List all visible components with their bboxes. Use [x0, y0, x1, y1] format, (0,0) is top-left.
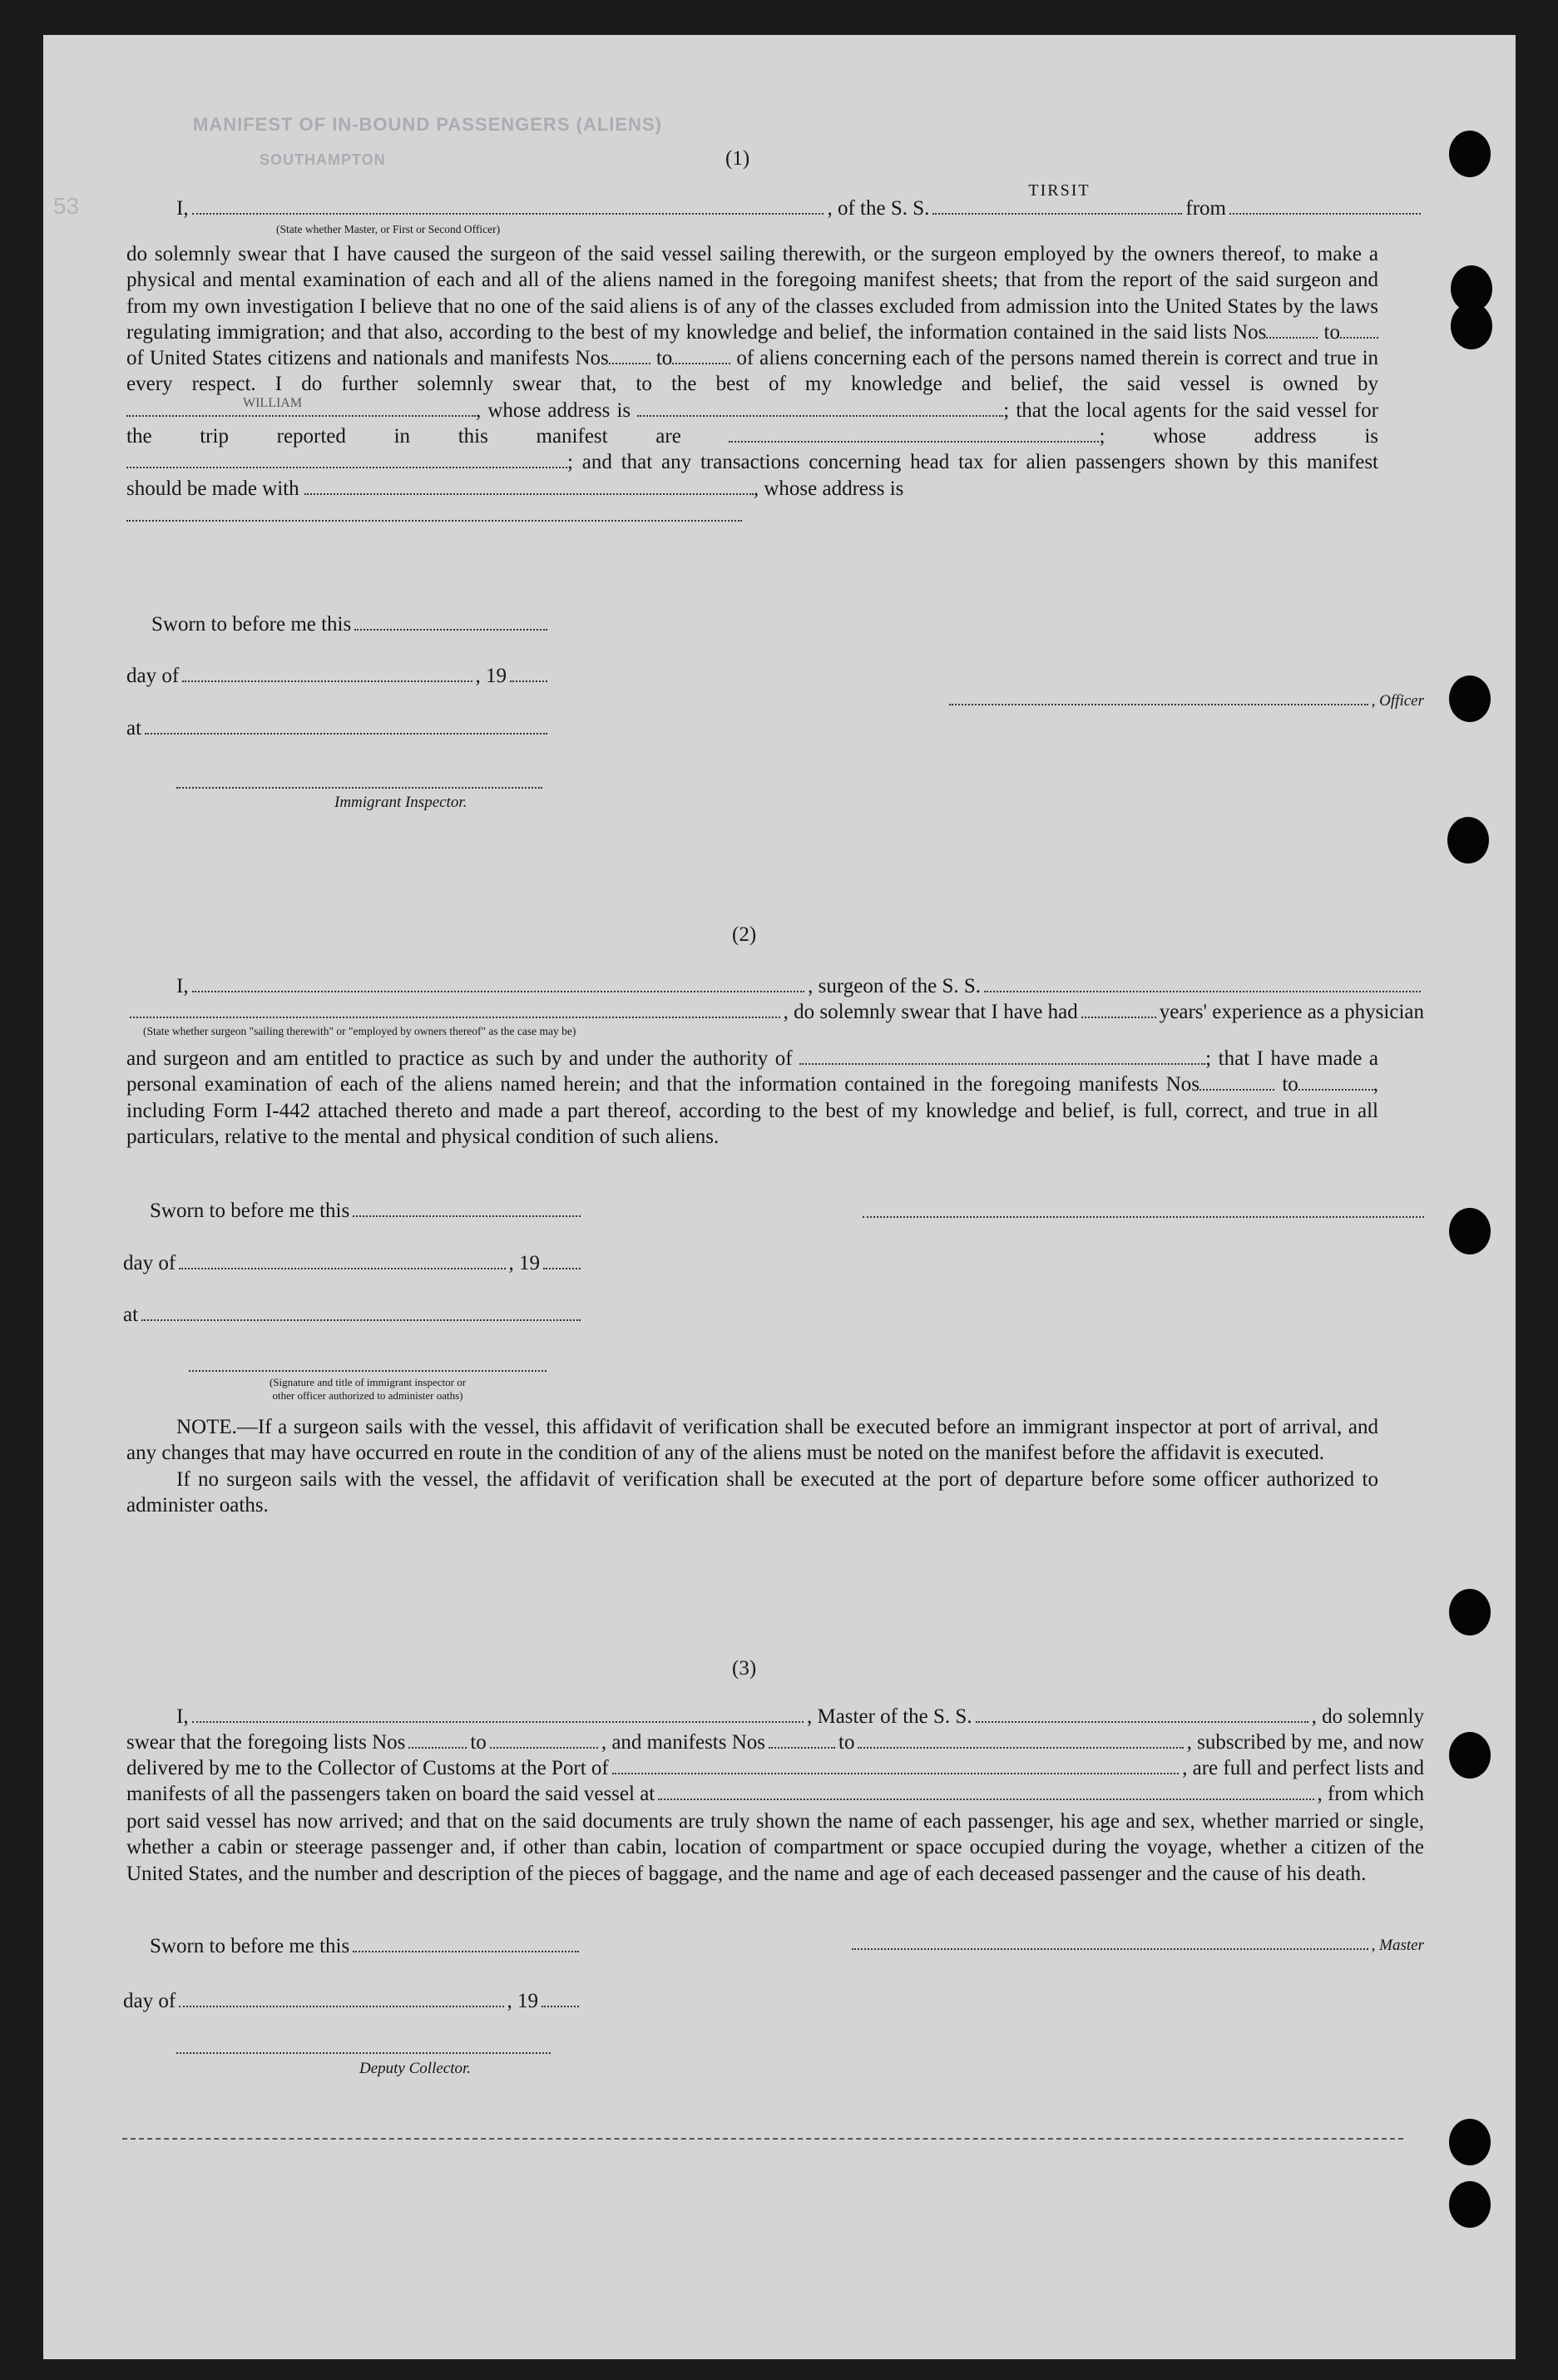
text: Sworn to before me this — [151, 613, 352, 636]
at-line-2 — [123, 1304, 584, 1327]
text: years' experience as a physician — [1159, 1001, 1424, 1023]
bleed-through-port: SOUTHAMPTON — [260, 151, 386, 168]
note-paragraph-1 — [126, 1414, 1378, 1467]
section-3-paragraph: port said vessel has now arrived; and that on the said documents are truly shown the name of each passenger, his age and sex, whether married or single, whether a cabin or steerage passenger and, if other than cabin, location of compartment or space occupied during the voyage, whether a citizen of the United States, and the number and description of the pieces of baggage, and the name and age of each deceased passenger and the cause of his death. — [126, 1810, 1424, 1885]
surgeon-manifests-to-field[interactable] — [1298, 1076, 1373, 1091]
text: —If a surgeon sails with the vessel, this affidavit of verification shall be executed before an immigrant inspector at port of arrival, and any changes that may have occurred en route in the condition of any of the aliens must be noted on the manifest before the affidavit is executed. — [126, 1416, 1378, 1465]
text: Sworn to before me this — [150, 1935, 350, 1957]
text: day of — [126, 665, 180, 687]
section-1-paragraph: do solemnly swear that I have caused the surgeon of the said vessel sailing therewith, or the surgeon employed by the owners thereof, to make a physical and mental examination of each and all of the aliens named in the foregoing manifest sheets; that from the report of the said surgeon and from my own investigation I believe that no one of the said aliens is of any of the classes excluded from admission into the United States by the laws regulating immigration; and that also, according to the best of my knowledge and belief, the information contained in the said lists Nos to of United States citizens and nationals and manifests Nos to of aliens concerning each of the persons named therein is correct and true in every respect. I do further solemnly swear that, to the best of my knowledge and belief, the said vessel is owned by WILLIAM , whose address is ; that the local agents for the said vessel for the trip reported in this manifest are ; whose address is ; and that any transactions concerning head tax for alien passengers shown by this manifest should be made with , whose address is — [126, 243, 1379, 500]
inspector-signature-line[interactable] — [176, 787, 542, 789]
deputy-collector-label: Deputy Collector. — [359, 2060, 472, 2077]
text: , Master of the S. S. — [806, 1705, 972, 1728]
text: to — [1323, 320, 1340, 344]
at-place-field[interactable] — [145, 720, 547, 735]
section-2-paragraph: and surgeon and am entitled to practice as such by and under the authority of ; that I have made a personal examination of each of the aliens named herein; and that the information contained in the foregoing manifests Nos to , including Form I-442 attached thereto and made a part thereof, according to the best of my knowledge and belief, is full, correct, and true in all particulars, relative to the mental and physical condition of such aliens. — [126, 1047, 1379, 1148]
immigrant-inspector-label: Immigrant Inspector. — [334, 794, 467, 811]
bottom-rule — [122, 2138, 1403, 2140]
sworn-date-field[interactable] — [354, 616, 547, 631]
text: I, — [176, 197, 189, 220]
master-vessel-field[interactable] — [976, 1708, 1308, 1723]
manifests-to-field[interactable] — [672, 349, 730, 364]
section-2-heading: (2) — [732, 923, 757, 946]
section-3-line-3 — [126, 1757, 1424, 1780]
text: , 19 — [475, 665, 507, 687]
text: swear that the foregoing lists Nos — [126, 1731, 406, 1754]
at-place-field[interactable] — [141, 1306, 581, 1321]
section-3-heading: (3) — [732, 1657, 757, 1680]
lists-to-field[interactable] — [490, 1734, 598, 1749]
bleed-through-header: MANIFEST OF IN-BOUND PASSENGERS (ALIENS) — [193, 114, 662, 135]
text: from — [1185, 197, 1226, 220]
section-3-line-2 — [126, 1731, 1424, 1754]
officer-signature — [946, 690, 1424, 710]
text: other officer authorized to administer oaths) — [272, 1389, 463, 1402]
vessel-name-value: TIRSIT — [1028, 181, 1091, 200]
section-1-heading: (1) — [725, 147, 750, 170]
text: , do solemnly — [1311, 1705, 1424, 1728]
text: Sworn to before me this — [150, 1200, 350, 1222]
section-3-line-1 — [176, 1705, 1424, 1729]
punch-hole — [1449, 131, 1491, 177]
sworn-line-3 — [150, 1935, 582, 1958]
sworn-line-1 — [151, 613, 551, 636]
text: I, — [176, 975, 189, 997]
text: that I have made a personal examination of each of the aliens named herein; and that the information contained in the foregoing manifests Nos — [126, 1047, 1379, 1096]
document-page — [43, 35, 1516, 2359]
day-of-month-field[interactable] — [179, 1254, 505, 1269]
margin-number: 53 — [53, 193, 80, 219]
text: to — [1282, 1073, 1298, 1096]
punch-hole — [1451, 303, 1492, 349]
manifests-from-field[interactable] — [769, 1734, 835, 1749]
port-field[interactable] — [612, 1759, 1179, 1774]
text: , 19 — [508, 1252, 540, 1274]
section-1-body — [126, 241, 1378, 522]
head-tax-address-field[interactable] — [126, 507, 742, 522]
master-signature — [848, 1935, 1424, 1955]
vessel-name-field[interactable] — [932, 181, 1182, 215]
master-signature-field[interactable] — [852, 1935, 1368, 1950]
day-of-line-2 — [123, 1252, 584, 1275]
punch-hole — [1449, 2181, 1491, 2228]
manifests-from-field[interactable] — [609, 349, 650, 364]
officer-label: , Officer — [1371, 692, 1424, 710]
lists-to-field[interactable] — [1340, 324, 1378, 339]
owner-value: WILLIAM — [243, 395, 303, 410]
surgeon-status-field[interactable] — [130, 1003, 780, 1018]
note-paragraph-2 — [126, 1467, 1378, 1519]
text: to — [655, 347, 673, 370]
local-agents-field[interactable] — [729, 428, 1099, 443]
text: If no surgeon sails with the vessel, the affidavit of verification shall be executed at the port of departure before some officer authorized to administer oaths. — [126, 1467, 1378, 1517]
surgeon-vessel-field[interactable] — [984, 977, 1421, 992]
head-tax-contact-field[interactable] — [304, 480, 754, 495]
sworn-date-field[interactable] — [353, 1937, 579, 1952]
text: , and manifests Nos — [601, 1731, 766, 1754]
year-field[interactable] — [510, 667, 547, 682]
text: whose address is — [1153, 425, 1379, 448]
owner-field[interactable] — [126, 395, 476, 417]
text: delivered by me to the Collector of Customs at the Port of — [126, 1757, 609, 1779]
text: , whose address is — [753, 477, 904, 500]
sworn-date-field[interactable] — [353, 1202, 581, 1217]
master-name-field[interactable] — [192, 1708, 804, 1723]
section-3-line-4 — [126, 1783, 1424, 1806]
punch-hole — [1449, 1589, 1491, 1635]
master-name-field[interactable] — [192, 200, 824, 215]
authority-field[interactable] — [799, 1050, 1205, 1065]
section-2-body — [126, 1046, 1378, 1150]
state-note: (State whether Master, or First or Second Officer) — [276, 223, 501, 235]
year-field[interactable] — [543, 1254, 581, 1269]
text: , of the S. S. — [827, 197, 930, 220]
officer-signature-field[interactable] — [949, 690, 1368, 705]
punch-hole — [1449, 2119, 1491, 2165]
year-field[interactable] — [542, 1992, 579, 2007]
text: of United States citizens and nationals and manifests Nos — [126, 347, 609, 370]
surgeon-signature-line[interactable] — [863, 1216, 1424, 1218]
text: I, — [176, 1705, 189, 1728]
text: , subscribed by me, and now — [1186, 1731, 1424, 1754]
text: , do solemnly swear that I have had — [783, 1001, 1078, 1023]
text: and surgeon and am entitled to practice as such by and under the authority of — [126, 1047, 793, 1070]
section-2-line-1 — [176, 975, 1424, 998]
surgeon-manifests-from-field[interactable] — [1199, 1076, 1274, 1091]
section-2-line-2 — [126, 1001, 1424, 1024]
text: , including Form I-442 attached thereto and made a part thereof, according to the best of my knowledge and belief, is full, correct, and true in all particulars, relative to the mental and physical condition of such aliens. — [126, 1073, 1379, 1148]
text: , whose address is — [476, 398, 631, 422]
text: manifests of all the passengers taken on board the said vessel at — [126, 1783, 655, 1805]
note-block — [126, 1414, 1378, 1518]
collector-signature-line[interactable] — [176, 2052, 551, 2054]
day-of-line-1 — [126, 665, 551, 688]
boarding-port-field[interactable] — [658, 1785, 1313, 1800]
text: (Signature and title of immigrant inspector or — [269, 1376, 467, 1388]
surgeon-state-note: (State whether surgeon "sailing therewith" or "employed by owners thereof" as the case may be) — [143, 1025, 576, 1037]
text: that the local agents for the said vessel for the trip reported in this manifest are — [126, 398, 1378, 448]
punch-hole — [1449, 1208, 1491, 1254]
lists-from-field[interactable] — [1266, 324, 1318, 339]
punch-hole — [1447, 817, 1489, 863]
master-label: , Master — [1371, 1937, 1424, 1954]
text: to — [470, 1731, 487, 1754]
note-label: NOTE. — [176, 1416, 237, 1438]
agents-address-field[interactable] — [126, 453, 567, 468]
punch-hole — [1449, 1732, 1491, 1779]
text: , 19 — [507, 1990, 538, 2012]
text: ; and that any transactions concerning head tax for alien passengers shown by this manifest should be made with — [126, 451, 1378, 500]
text: at — [123, 1304, 139, 1326]
text: to — [838, 1731, 855, 1754]
manifests-to-field[interactable] — [858, 1734, 1183, 1749]
sworn-line-2 — [150, 1200, 584, 1223]
text: of aliens concerning each of the persons named therein is correct and true in every respect. I do further solemnly swear that, to the best of my knowledge and belief, the said vessel is owned by — [126, 347, 1379, 396]
at-line-1 — [126, 717, 551, 740]
lists-from-field[interactable] — [408, 1734, 467, 1749]
punch-hole — [1449, 675, 1491, 722]
years-experience-field[interactable] — [1081, 1003, 1156, 1018]
text: , from which — [1317, 1783, 1424, 1805]
text: , are full and perfect lists and — [1182, 1757, 1424, 1779]
signature-note — [185, 1376, 551, 1403]
inspector-signature-line[interactable] — [189, 1370, 547, 1372]
owner-address-field[interactable] — [637, 402, 1003, 417]
from-field[interactable] — [1229, 200, 1421, 215]
text: at — [126, 717, 142, 740]
text: day of — [123, 1990, 176, 2012]
surgeon-name-field[interactable] — [192, 977, 805, 992]
text: , surgeon of the S. S. — [808, 975, 981, 997]
day-of-line-3 — [123, 1990, 582, 2013]
text: day of — [123, 1252, 176, 1274]
text: do solemnly swear that I have caused the surgeon of the said vessel sailing therewith, or the surgeon employed by the owners thereof, to make a physical and mental examination of each and all of the aliens named in the foregoing manifest sheets; that from the report of the said surgeon and from my own investigation I believe that no one of the said aliens is of any of the classes excluded from admission into the United States by the laws regulating immigration; and that also, according to the best of my knowledge and belief, the information contained in the said lists Nos — [126, 243, 1378, 344]
day-of-month-field[interactable] — [182, 667, 472, 682]
section-3-body — [126, 1809, 1424, 1887]
section-1-line-1 — [176, 181, 1424, 220]
day-of-month-field[interactable] — [179, 1992, 503, 2007]
